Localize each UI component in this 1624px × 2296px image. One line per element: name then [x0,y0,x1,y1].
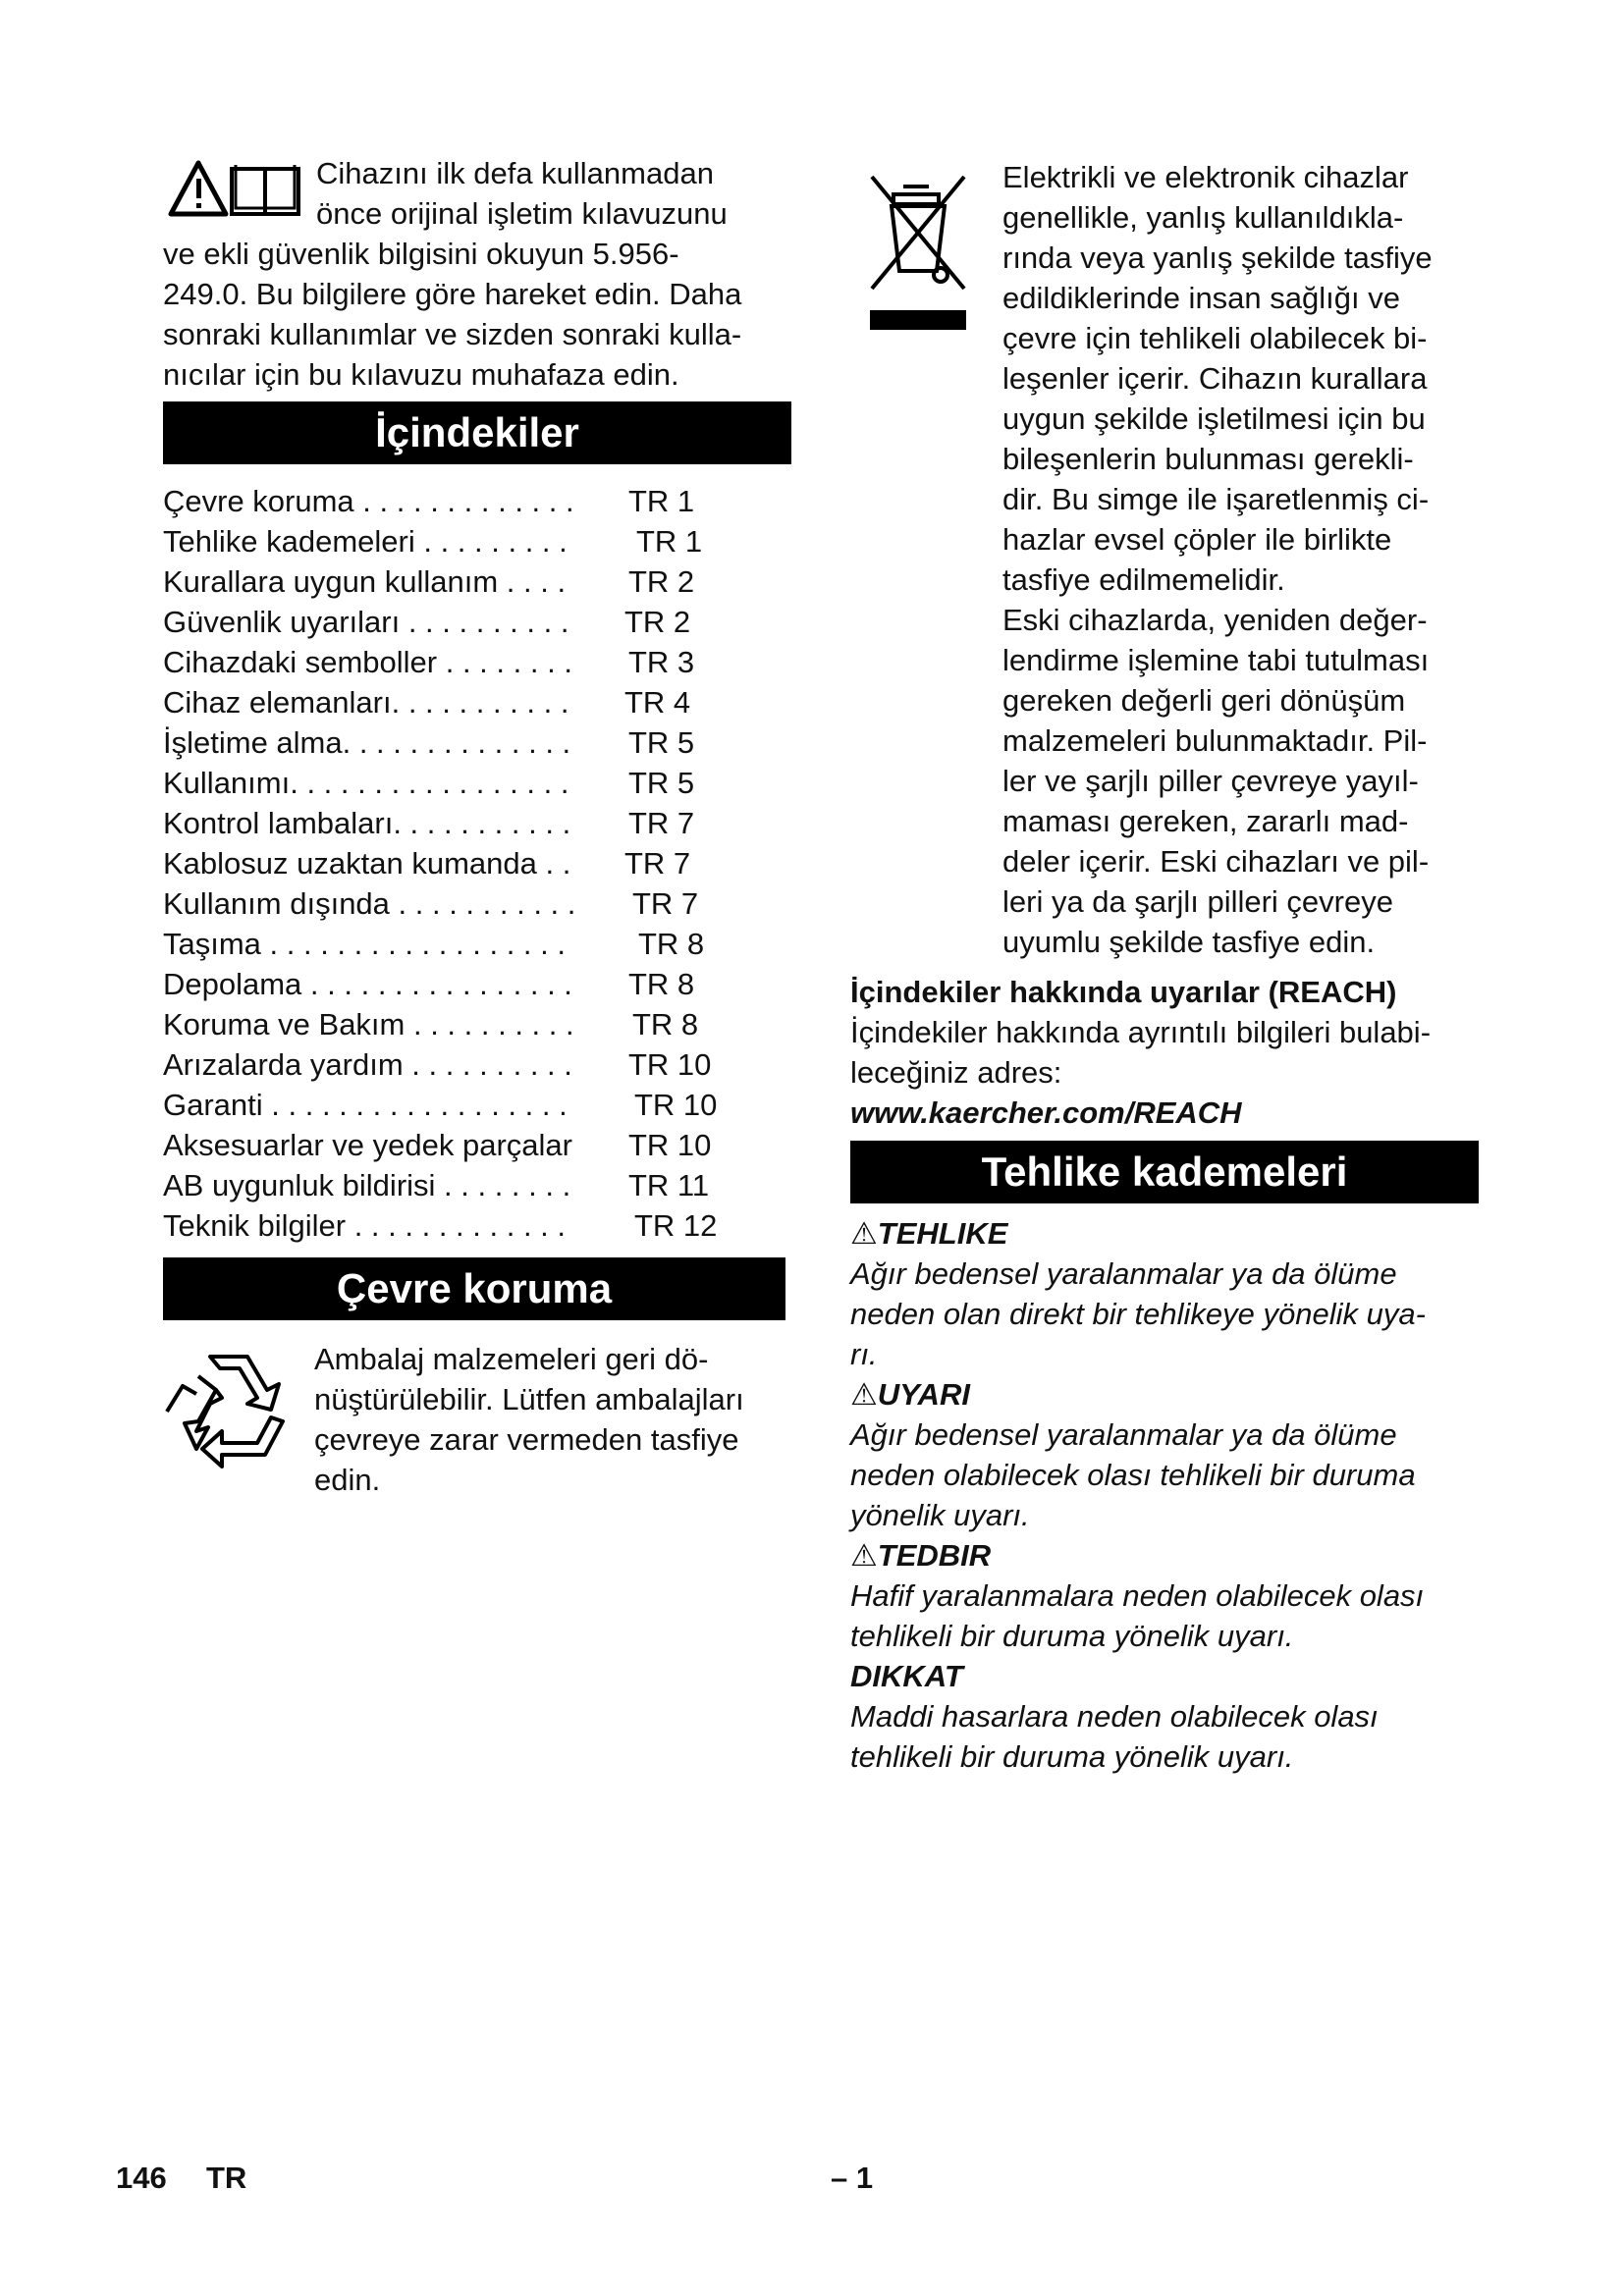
toc-item-page: TR 5 [628,725,695,760]
weee-line: uyumlu şekilde tasfiye edin. [1002,925,1376,959]
danger-level-label [850,1656,963,1696]
weee-line: dir. Bu simge ile işaretlenmiş ci- [1002,482,1430,516]
reach-line: leceğiniz adres: [850,1055,1062,1090]
warning-book-icon [167,157,304,220]
toc-item-title: Cihaz elemanları. . . . . . . . . . . [163,685,569,720]
danger-level-name: TEDBIR [877,1538,992,1573]
weee-line: ler ve şarjlı piller çevreye yayıl- [1002,764,1419,798]
toc-item-title: Depolama . . . . . . . . . . . . . . . . [163,967,572,1001]
toc-item-page: TR 1 [628,484,695,518]
intro-line: önce orijinal işletim kılavuzunu [316,196,728,231]
danger-level-name: DIKKAT [850,1659,963,1693]
toc-item-title: Güvenlik uyarıları . . . . . . . . . . [163,605,569,639]
env-line: Ambalaj malzemeleri geri dö- [314,1342,709,1376]
toc-item-title: Kullanımı. . . . . . . . . . . . . . . . . [163,766,569,800]
toc-item-page: TR 12 [634,1208,718,1243]
weee-line: uygun şekilde işletilmesi için bu [1002,401,1426,436]
toc-item-title: Çevre koruma . . . . . . . . . . . . . [163,484,574,518]
intro-line: Cihazını ilk defa kullanmadan [316,156,714,190]
danger-level-name: UYARI [877,1377,970,1412]
weee-line: maması gereken, zararlı mad- [1002,804,1409,838]
toc-item-title: Garanti . . . . . . . . . . . . . . . . . . [163,1088,568,1122]
toc-item-title: İşletime alma. . . . . . . . . . . . . . [163,725,571,760]
toc-item-page: TR 8 [628,967,695,1001]
toc-item-title: Kullanım dışında . . . . . . . . . . . [163,886,576,921]
toc-item-title: Cihazdaki semboller . . . . . . . . [163,645,572,679]
toc-item-page: TR 1 [636,524,703,559]
weee-line: leri ya da şarjlı pilleri çevreye [1002,884,1393,919]
weee-line: deler içerir. Eski cihazları ve pil- [1002,844,1430,879]
env-heading: Çevre koruma [163,1257,785,1320]
danger-level-description: yönelik uyarı. [850,1498,1030,1532]
danger-level-description: Hafif yaralanmalara neden olabilecek olası [850,1578,1425,1613]
danger-level-label [850,1374,970,1415]
reach-heading: İçindekiler hakkında uyarılar (REACH) [850,975,1397,1009]
intro-line: sonraki kullanımlar ve sizden sonraki kulla- [163,317,742,351]
weee-line: tasfiye edilmemelidir. [1002,562,1285,597]
weee-bin-icon [864,173,972,336]
toc-item-page: TR 3 [628,645,695,679]
weee-line: bileşenlerin bulunması gerekli- [1002,442,1414,476]
toc-heading: İçindekiler [163,401,791,464]
toc-item-page: TR 2 [628,564,695,599]
toc-item-title: Arızalarda yardım . . . . . . . . . . [163,1047,572,1082]
danger-level-description: neden olabilecek olası tehlikeli bir duruma [850,1458,1416,1492]
toc-item-title: Teknik bilgiler . . . . . . . . . . . . . [163,1208,567,1243]
weee-line: çevre için tehlikeli olabilecek bi- [1002,321,1428,355]
danger-level-label [850,1535,991,1575]
warning-icon: ⚠ [850,1377,878,1412]
env-line: nüştürülebilir. Lütfen ambalajları [314,1382,744,1416]
warning-icon: ⚠ [850,1538,878,1573]
reach-url-link[interactable]: www.kaercher.com/REACH [850,1095,1242,1130]
weee-line: lendirme işlemine tabi tutulması [1002,643,1430,677]
toc-item-title: Koruma ve Bakım . . . . . . . . . . [163,1007,574,1041]
toc-item-page: TR 10 [628,1047,712,1082]
reach-line: İçindekiler hakkında ayrıntılı bilgileri bulabi- [850,1015,1432,1049]
page-number: 146 [116,2161,167,2195]
intro-line: ve ekli güvenlik bilgisini okuyun 5.956- [163,237,679,271]
weee-line: Eski cihazlarda, yeniden değer- [1002,603,1428,637]
toc-item-title: Kontrol lambaları. . . . . . . . . . . [163,806,571,840]
danger-level-description: rı. [850,1337,878,1371]
weee-line: leşenler içerir. Cihazın kurallara [1002,361,1428,396]
toc-item-page: TR 8 [632,1007,699,1041]
section-page: – 1 [831,2161,874,2195]
warning-icon: ⚠ [850,1216,878,1251]
toc-item-page: TR 2 [624,605,691,639]
toc-item-title: Aksesuarlar ve yedek parçalar [163,1128,572,1162]
env-line: çevreye zarar vermeden tasfiye [314,1422,739,1457]
danger-heading: Tehlike kademeleri [850,1141,1479,1203]
weee-line: gereken değerli geri dönüşüm [1002,683,1406,718]
recycle-icon [163,1347,300,1470]
weee-line: genellikle, yanlış kullanıldıkla- [1002,200,1404,235]
toc-item-page: TR 7 [628,806,695,840]
intro-line: nıcılar için bu kılavuzu muhafaza edin. [163,357,679,392]
weee-line: rında veya yanlış şekilde tasfiye [1002,240,1433,275]
toc-item-page: TR 10 [634,1088,718,1122]
toc-item-page: TR 11 [628,1168,710,1202]
toc-item-page: TR 7 [624,846,691,881]
danger-level-description: neden olan direkt bir tehlikeye yönelik uya- [850,1297,1426,1331]
danger-level-label [850,1213,1007,1254]
env-line: edin. [314,1463,381,1497]
danger-level-description: tehlikeli bir duruma yönelik uyarı. [850,1619,1294,1653]
danger-level-description: Ağır bedensel yaralanmalar ya da ölüme [850,1417,1397,1452]
danger-level-name: TEHLIKE [877,1216,1008,1251]
weee-line: edildiklerinde insan sağlığı ve [1002,281,1400,315]
toc-item-title: Tehlike kademeleri . . . . . . . . . [163,524,568,559]
weee-line: hazlar evsel çöpler ile birlikte [1002,522,1392,557]
danger-level-description: Maddi hasarlara neden olabilecek olası [850,1699,1379,1734]
danger-level-description: Ağır bedensel yaralanmalar ya da ölüme [850,1256,1397,1291]
toc-item-page: TR 7 [632,886,699,921]
toc-item-page: TR 8 [638,927,705,961]
toc-item-page: TR 4 [624,685,691,720]
toc-item-title: Taşıma . . . . . . . . . . . . . . . . . . [163,927,566,961]
intro-line: 249.0. Bu bilgilere göre hareket edin. Daha [163,277,742,311]
language-code: TR [206,2161,247,2195]
danger-level-description: tehlikeli bir duruma yönelik uyarı. [850,1739,1294,1774]
toc-item-page: TR 10 [628,1128,712,1162]
toc-item-title: AB uygunluk bildirisi . . . . . . . . [163,1168,571,1202]
toc-item-page: TR 5 [628,766,695,800]
weee-line: malzemeleri bulunmaktadır. Pil- [1002,723,1428,758]
toc-item-title: Kablosuz uzaktan kumanda . . [163,846,571,881]
toc-item-title: Kurallara uygun kullanım . . . . [163,564,567,599]
weee-line: Elektrikli ve elektronik cihazlar [1002,160,1409,194]
